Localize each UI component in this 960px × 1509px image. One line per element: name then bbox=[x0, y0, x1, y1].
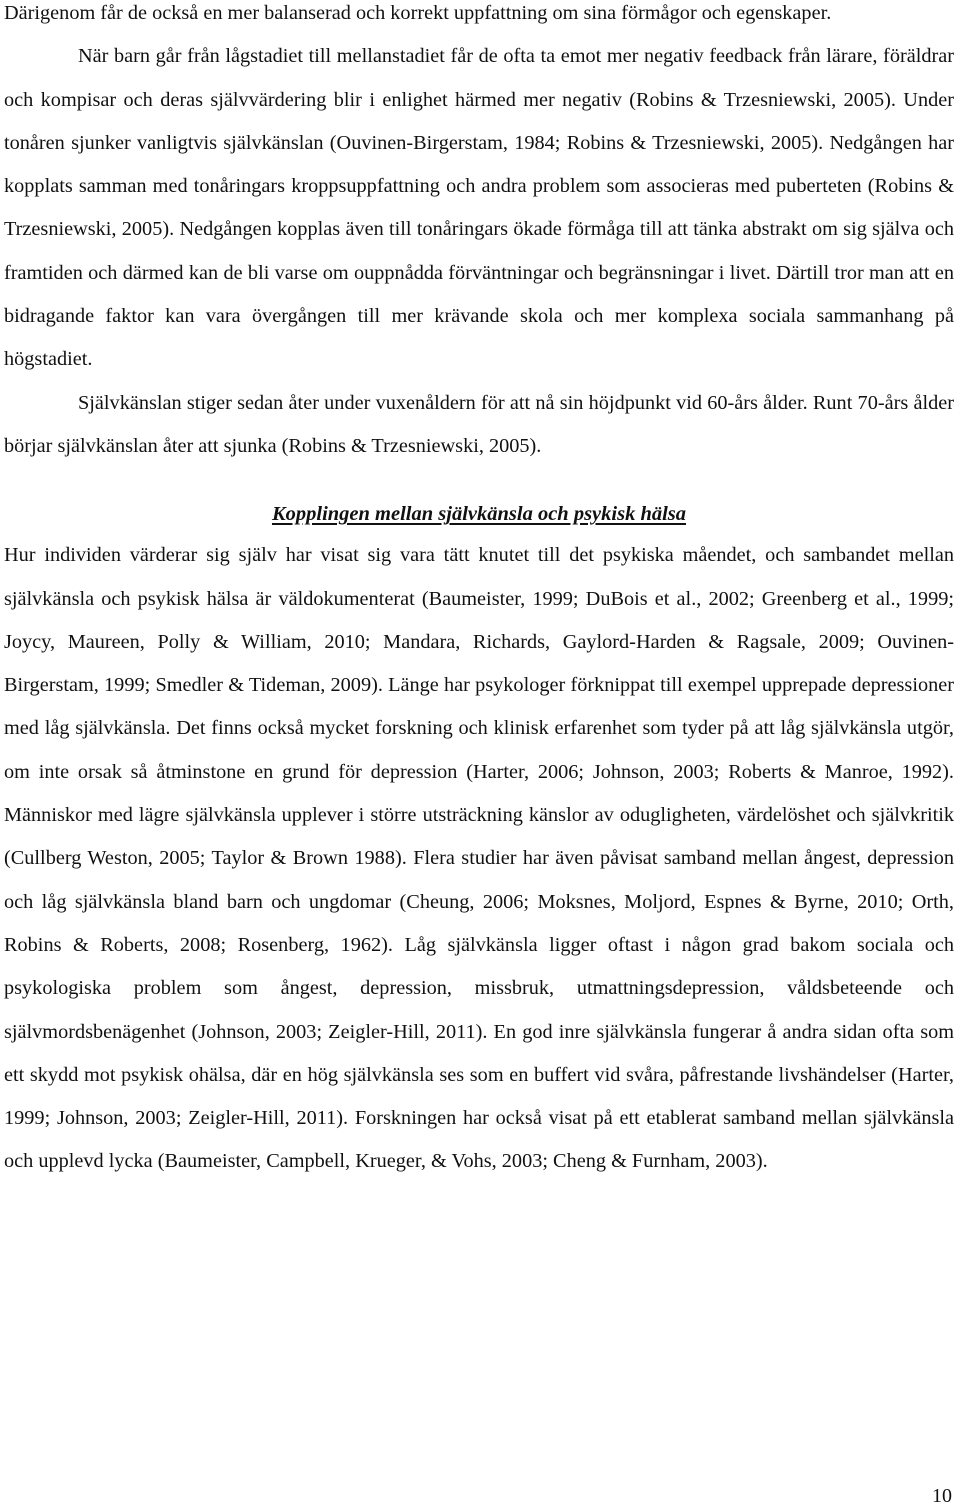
section-heading: Kopplingen mellan självkänsla och psykisk hälsa bbox=[271, 503, 687, 526]
section-body-paragraph: Hur individen värderar sig själv har visat sig vara tätt knutet till det psykiska måendet, och sambandet mellan självkänsla och psykisk hälsa är väldokumenterat (Baumeister, 1999; DuBois et al., 2002; Greenberg et al., 1999; Joycy, Maureen, Polly & William, 2010; Mandara, Richards, Gaylord-Harden & Ragsale, 2009; Ouvinen-Birgerstam, 1999; Smedler & Tideman, 2009). Länge har psykologer förknippat till exempel upprepade depressioner med låg självkänsla. Det finns också mycket forskning och klinisk erfarenhet som tyder på att låg självkänsla utgör, om inte orsak så åtminstone en grund för depression (Harter, 2006; Johnson, 2003; Roberts & Manroe, 1992). Människor med lägre självkänsla upplever i större utsträckning känslor av odugligheten, värdelöshet och självkritik (Cullberg Weston, 2005; Taylor & Brown 1988). Flera studier har även påvisat samband mellan ångest, depression och låg självkänsla bland barn och ungdomar (Cheung, 2006; Moksnes, Moljord, Espnes & Byrne, 2010; Orth, Robins & Roberts, 2008; Rosenberg, 1962). Låg självkänsla ligger oftast i någon grad bakom sociala och psykologiska problem som ångest, depression, missbruk, utmattningsdepression, våldsbeteende och självmordsbenägenhet (Johnson, 2003; Zeigler-Hill, 2011). En god inre självkänsla fungerar å andra sidan ofta som ett skydd mot psykisk ohälsa, där en hög självkänsla ses som en buffert vid svåra, påfrestande livshändelser (Harter, 1999; Johnson, 2003; Zeigler-Hill, 2011). Forskningen har också visat på ett etablerat samband mellan självkänsla och upplevd lycka (Baumeister, Campbell, Krueger, & Vohs, 2003; Cheng & Furnham, 2003). bbox=[4, 544, 954, 1173]
document-page bbox=[4, 0, 954, 1184]
paragraph-continuation: Därigenom får de också en mer balanserad och korrekt uppfattning om sina förmågor och egenskaper. bbox=[4, 2, 832, 24]
paragraph-self-esteem-development: När barn går från lågstadiet till mellanstadiet får de ofta ta emot mer negativ feedback från lärare, föräldrar och kompisar och deras självvärdering blir i enlighet härmed mer negativ (Robins & Trzesniewski, 2005). Under tonåren sjunker vanligtvis självkänslan (Ouvinen-Birgerstam, 1984; Robins & Trzesniewski, 2005). Nedgången har kopplats samman med tonåringars kroppsuppfattning och andra problem som associeras med puberteten (Robins & Trzesniewski, 2005). Nedgången kopplas även till tonåringars ökade förmåga till att tänka abstrakt om sig själva och framtiden och därmed kan de bli varse om ouppnådda förväntningar och begränsningar i livet. Därtill tror man att en bidragande faktor kan vara övergången till mer krävande skola och mer komplexa sociala sammanhang på högstadiet. bbox=[4, 45, 954, 371]
page-number: 10 bbox=[932, 1485, 952, 1507]
paragraph-adult-self-esteem: Självkänslan stiger sedan åter under vuxenåldern för att nå sin höjdpunkt vid 60-års ålder. Runt 70-års ålder börjar självkänslan åter att sjunka (Robins & Trzesniewski, 2005). bbox=[4, 391, 954, 457]
